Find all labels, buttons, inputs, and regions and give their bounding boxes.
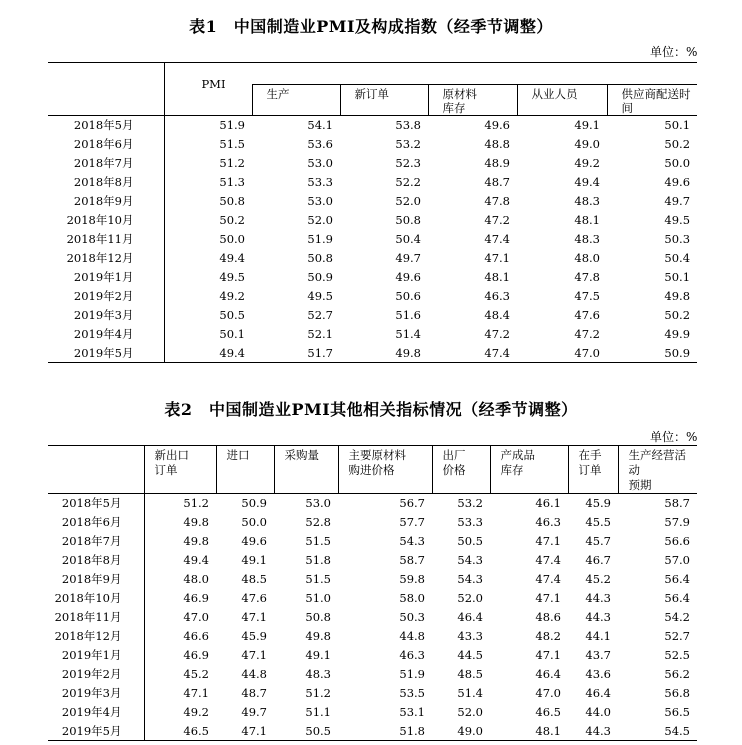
table-cell: 48.5 xyxy=(241,572,267,586)
table-cell: 50.4 xyxy=(664,251,691,265)
table-cell: 49.1 xyxy=(241,553,267,567)
table-cell: 46.9 xyxy=(183,648,209,662)
table-cell: 49.8 xyxy=(183,515,209,529)
table-cell: 49.2 xyxy=(219,289,245,303)
row-label: 2019年3月 xyxy=(48,684,144,703)
table-cell: 43.7 xyxy=(585,648,611,662)
table-row xyxy=(48,494,697,513)
table-cell: 51.8 xyxy=(305,553,331,567)
table-cell: 50.5 xyxy=(457,534,483,548)
table-cell: 45.5 xyxy=(585,515,611,529)
table-cell: 47.0 xyxy=(574,345,600,360)
table-cell: 50.6 xyxy=(395,289,421,303)
table1-header-4: 供应商配送时 间 xyxy=(607,85,697,116)
table-cell: 47.1 xyxy=(535,534,561,548)
table-row xyxy=(48,325,697,344)
table-cell: 49.9 xyxy=(664,327,691,341)
table-cell: 51.3 xyxy=(219,175,245,189)
table-cell: 58.7 xyxy=(399,553,425,567)
table2-header-0: 新出口 订单 xyxy=(144,446,216,494)
table-cell: 51.2 xyxy=(219,156,245,170)
table-cell: 52.5 xyxy=(664,648,690,662)
table-row xyxy=(48,192,697,211)
table-cell: 47.4 xyxy=(535,553,561,567)
table-cell: 49.6 xyxy=(395,270,421,284)
table-cell: 48.8 xyxy=(484,137,510,151)
table-cell: 49.8 xyxy=(664,289,691,303)
row-label: 2018年7月 xyxy=(48,532,144,551)
table-cell: 47.4 xyxy=(484,345,510,360)
table-cell: 49.5 xyxy=(664,213,691,227)
table-row xyxy=(48,154,697,173)
row-label: 2018年10月 xyxy=(48,589,144,608)
table-cell: 47.0 xyxy=(535,686,561,700)
table-cell: 47.1 xyxy=(535,648,561,662)
row-label: 2018年10月 xyxy=(48,211,164,230)
table2 xyxy=(48,445,697,741)
table-cell: 48.3 xyxy=(574,194,600,208)
table-cell: 49.4 xyxy=(219,345,245,360)
table2-header-2: 采购量 xyxy=(274,446,338,494)
table-cell: 47.8 xyxy=(574,270,600,284)
table-cell: 44.3 xyxy=(585,723,611,738)
table-cell: 53.5 xyxy=(399,686,425,700)
table-cell: 46.5 xyxy=(183,723,209,738)
table-cell: 51.4 xyxy=(457,686,483,700)
table-cell: 52.0 xyxy=(395,194,421,208)
row-label: 2018年8月 xyxy=(48,173,164,192)
table-row xyxy=(48,268,697,287)
table-cell: 46.3 xyxy=(484,289,510,303)
table-cell: 53.0 xyxy=(307,194,333,208)
table-cell: 52.7 xyxy=(664,629,690,643)
row-label: 2019年2月 xyxy=(48,665,144,684)
table-cell: 49.1 xyxy=(574,118,600,133)
row-label: 2019年1月 xyxy=(48,646,144,665)
table-cell: 47.4 xyxy=(535,572,561,586)
table-cell: 48.1 xyxy=(574,213,600,227)
table-cell: 48.4 xyxy=(484,308,510,322)
table-cell: 50.8 xyxy=(307,251,333,265)
table-cell: 50.8 xyxy=(395,213,421,227)
table-cell: 49.4 xyxy=(219,251,245,265)
table-row xyxy=(48,608,697,627)
table-cell: 54.3 xyxy=(457,572,483,586)
table1-header-3: 从业人员 xyxy=(517,85,607,116)
table-cell: 50.0 xyxy=(241,515,267,529)
table1-stub-header xyxy=(48,63,164,116)
table-cell: 50.0 xyxy=(664,156,691,170)
table-cell: 49.5 xyxy=(219,270,245,284)
row-label: 2018年6月 xyxy=(48,135,164,154)
table-cell: 48.0 xyxy=(574,251,600,265)
table-cell: 47.2 xyxy=(484,327,510,341)
table-cell: 57.0 xyxy=(664,553,690,567)
table-cell: 49.1 xyxy=(305,648,331,662)
table-cell: 53.2 xyxy=(395,137,421,151)
table-cell: 51.4 xyxy=(395,327,421,341)
table-cell: 52.0 xyxy=(457,591,483,605)
table-cell: 53.6 xyxy=(307,137,333,151)
table-row xyxy=(48,135,697,154)
table2-header-1: 进口 xyxy=(216,446,274,494)
table2-header-7: 生产经营活动 预期 xyxy=(618,446,697,494)
table-cell: 50.1 xyxy=(219,327,245,341)
table-row xyxy=(48,211,697,230)
table-cell: 49.4 xyxy=(183,553,209,567)
table-cell: 49.6 xyxy=(484,118,510,133)
table-cell: 48.9 xyxy=(484,156,510,170)
row-label: 2018年11月 xyxy=(48,608,144,627)
table1 xyxy=(48,62,697,363)
row-label: 2018年9月 xyxy=(48,570,144,589)
table-cell: 43.6 xyxy=(585,667,611,681)
table-cell: 49.8 xyxy=(305,629,331,643)
table-cell: 50.0 xyxy=(219,232,245,246)
table-cell: 44.1 xyxy=(585,629,611,643)
table2-header-5: 产成品 库存 xyxy=(490,446,568,494)
table-cell: 48.2 xyxy=(535,629,561,643)
table-cell: 56.4 xyxy=(664,572,690,586)
table-cell: 59.8 xyxy=(399,572,425,586)
table-cell: 54.1 xyxy=(307,118,333,133)
table-cell: 45.7 xyxy=(585,534,611,548)
table-cell: 52.2 xyxy=(395,175,421,189)
table-cell: 58.7 xyxy=(664,496,690,511)
table-cell: 47.1 xyxy=(241,648,267,662)
table-cell: 50.3 xyxy=(664,232,691,246)
table-cell: 51.5 xyxy=(305,534,331,548)
table-cell: 47.2 xyxy=(484,213,510,227)
table-cell: 51.8 xyxy=(399,723,425,738)
table2-title: 表2 中国制造业PMI其他相关指标情况（经季节调整） xyxy=(164,400,578,419)
table-cell: 51.9 xyxy=(219,118,245,133)
row-label: 2019年1月 xyxy=(48,268,164,287)
table-cell: 52.1 xyxy=(307,327,333,341)
table-cell: 56.6 xyxy=(664,534,690,548)
table-row xyxy=(48,551,697,570)
row-label: 2018年12月 xyxy=(48,627,144,646)
table-cell: 51.5 xyxy=(305,572,331,586)
table-cell: 45.9 xyxy=(585,496,611,511)
table-cell: 58.0 xyxy=(399,591,425,605)
table-cell: 50.9 xyxy=(664,345,691,360)
table-cell: 46.6 xyxy=(183,629,209,643)
table-cell: 50.9 xyxy=(241,496,267,511)
table-cell: 53.3 xyxy=(307,175,333,189)
row-label: 2019年3月 xyxy=(48,306,164,325)
table1-header-pmi: PMI xyxy=(164,63,252,116)
table-cell: 46.9 xyxy=(183,591,209,605)
table-row xyxy=(48,116,697,135)
table-cell: 49.2 xyxy=(183,705,209,719)
table-cell: 56.8 xyxy=(664,686,690,700)
table1-header-spacer xyxy=(252,63,697,85)
table-cell: 47.1 xyxy=(535,591,561,605)
row-label: 2019年4月 xyxy=(48,325,164,344)
table-cell: 53.2 xyxy=(457,496,483,511)
table-cell: 47.1 xyxy=(241,723,267,738)
table-cell: 49.7 xyxy=(664,194,691,208)
table-cell: 49.7 xyxy=(241,705,267,719)
table-cell: 48.3 xyxy=(574,232,600,246)
row-label: 2018年9月 xyxy=(48,192,164,211)
table-row xyxy=(48,249,697,268)
table-cell: 46.3 xyxy=(535,515,561,529)
table-cell: 48.0 xyxy=(183,572,209,586)
row-label: 2018年8月 xyxy=(48,551,144,570)
table-cell: 50.1 xyxy=(664,118,691,133)
table-cell: 53.0 xyxy=(305,496,331,511)
table-row xyxy=(48,589,697,608)
table2-header-4: 出厂 价格 xyxy=(432,446,490,494)
table-row xyxy=(48,665,697,684)
table-cell: 43.3 xyxy=(457,629,483,643)
table-cell: 50.5 xyxy=(219,308,245,322)
table-cell: 53.3 xyxy=(457,515,483,529)
table-row xyxy=(48,722,697,741)
table-cell: 56.2 xyxy=(664,667,690,681)
table-row xyxy=(48,513,697,532)
table-cell: 51.7 xyxy=(307,345,333,360)
table-row xyxy=(48,627,697,646)
table-row xyxy=(48,173,697,192)
table-cell: 51.5 xyxy=(219,137,245,151)
table-cell: 51.9 xyxy=(399,667,425,681)
table-cell: 46.7 xyxy=(585,553,611,567)
table-row xyxy=(48,344,697,363)
table-cell: 49.0 xyxy=(574,137,600,151)
table-cell: 47.8 xyxy=(484,194,510,208)
table-cell: 49.2 xyxy=(574,156,600,170)
table-cell: 49.8 xyxy=(183,534,209,548)
table-cell: 51.9 xyxy=(307,232,333,246)
row-label: 2018年6月 xyxy=(48,513,144,532)
table-row xyxy=(48,684,697,703)
table-cell: 48.1 xyxy=(535,723,561,738)
table-cell: 48.5 xyxy=(457,667,483,681)
table-cell: 49.5 xyxy=(307,289,333,303)
table-cell: 57.7 xyxy=(399,515,425,529)
table-cell: 44.0 xyxy=(585,705,611,719)
table-cell: 53.1 xyxy=(399,705,425,719)
table-cell: 44.5 xyxy=(457,648,483,662)
table-cell: 54.3 xyxy=(399,534,425,548)
table-row xyxy=(48,703,697,722)
table-cell: 48.7 xyxy=(241,686,267,700)
table-cell: 48.3 xyxy=(305,667,331,681)
row-label: 2018年5月 xyxy=(48,494,144,513)
table-cell: 47.1 xyxy=(484,251,510,265)
table-cell: 46.4 xyxy=(585,686,611,700)
row-label: 2018年7月 xyxy=(48,154,164,173)
row-label: 2019年4月 xyxy=(48,703,144,722)
table-cell: 49.6 xyxy=(241,534,267,548)
table-cell: 52.0 xyxy=(307,213,333,227)
table-cell: 49.0 xyxy=(457,723,483,738)
table-cell: 56.5 xyxy=(664,705,690,719)
table-cell: 54.5 xyxy=(664,723,690,738)
table-cell: 44.3 xyxy=(585,610,611,624)
table-cell: 52.8 xyxy=(305,515,331,529)
table-cell: 49.8 xyxy=(395,345,421,360)
table-cell: 47.4 xyxy=(484,232,510,246)
table-cell: 51.2 xyxy=(183,496,209,511)
table1-header-0: 生产 xyxy=(252,85,340,116)
table-cell: 45.2 xyxy=(585,572,611,586)
table-cell: 56.7 xyxy=(399,496,425,511)
table-cell: 44.8 xyxy=(399,629,425,643)
table-cell: 46.1 xyxy=(535,496,561,511)
table-cell: 51.1 xyxy=(305,705,331,719)
row-label: 2019年5月 xyxy=(48,722,144,741)
table-cell: 46.4 xyxy=(457,610,483,624)
table-cell: 50.8 xyxy=(305,610,331,624)
table-cell: 52.3 xyxy=(395,156,421,170)
row-label: 2018年5月 xyxy=(48,116,164,135)
row-label: 2019年2月 xyxy=(48,287,164,306)
row-label: 2019年5月 xyxy=(48,344,164,363)
table2-stub-header xyxy=(48,446,144,494)
row-label: 2018年11月 xyxy=(48,230,164,249)
table-cell: 53.0 xyxy=(307,156,333,170)
table-cell: 52.0 xyxy=(457,705,483,719)
table2-unit: 单位：% xyxy=(650,430,698,444)
table-cell: 57.9 xyxy=(664,515,690,529)
table-cell: 53.8 xyxy=(395,118,421,133)
table1-header-2: 原材料 库存 xyxy=(428,85,517,116)
table-cell: 50.3 xyxy=(399,610,425,624)
table2-header-6: 在手 订单 xyxy=(568,446,618,494)
table-cell: 56.4 xyxy=(664,591,690,605)
table-cell: 44.3 xyxy=(585,591,611,605)
table-cell: 47.1 xyxy=(241,610,267,624)
table-cell: 48.7 xyxy=(484,175,510,189)
table-cell: 52.7 xyxy=(307,308,333,322)
table-cell: 45.9 xyxy=(241,629,267,643)
row-label: 2018年12月 xyxy=(48,249,164,268)
table-cell: 50.9 xyxy=(307,270,333,284)
table-cell: 47.5 xyxy=(574,289,600,303)
table-cell: 46.5 xyxy=(535,705,561,719)
table-cell: 50.1 xyxy=(664,270,691,284)
table-cell: 49.4 xyxy=(574,175,600,189)
table-row xyxy=(48,570,697,589)
table1-unit: 单位：% xyxy=(650,45,698,59)
table1-title: 表1 中国制造业PMI及构成指数（经季节调整） xyxy=(189,17,553,36)
table-cell: 47.1 xyxy=(183,686,209,700)
table-cell: 51.6 xyxy=(395,308,421,322)
table-row xyxy=(48,646,697,665)
table-row xyxy=(48,287,697,306)
table-cell: 47.0 xyxy=(183,610,209,624)
table1-header-1: 新订单 xyxy=(340,85,428,116)
table-row xyxy=(48,532,697,551)
table-cell: 50.2 xyxy=(664,308,691,322)
table-cell: 50.2 xyxy=(664,137,691,151)
table-cell: 51.0 xyxy=(305,591,331,605)
table-cell: 54.2 xyxy=(664,610,690,624)
table2-header-3: 主要原材料 购进价格 xyxy=(338,446,432,494)
table-cell: 46.4 xyxy=(535,667,561,681)
table-cell: 48.6 xyxy=(535,610,561,624)
table-cell: 44.8 xyxy=(241,667,267,681)
table-cell: 50.8 xyxy=(219,194,245,208)
table-cell: 49.6 xyxy=(664,175,691,189)
table-row xyxy=(48,306,697,325)
table-cell: 47.2 xyxy=(574,327,600,341)
table-cell: 47.6 xyxy=(241,591,267,605)
table-cell: 48.1 xyxy=(484,270,510,284)
table-cell: 45.2 xyxy=(183,667,209,681)
table-cell: 51.2 xyxy=(305,686,331,700)
table-cell: 49.7 xyxy=(395,251,421,265)
table-cell: 54.3 xyxy=(457,553,483,567)
table-cell: 50.4 xyxy=(395,232,421,246)
table-cell: 47.6 xyxy=(574,308,600,322)
table-cell: 46.3 xyxy=(399,648,425,662)
table-cell: 50.5 xyxy=(305,723,331,738)
table-row xyxy=(48,230,697,249)
table-cell: 50.2 xyxy=(219,213,245,227)
